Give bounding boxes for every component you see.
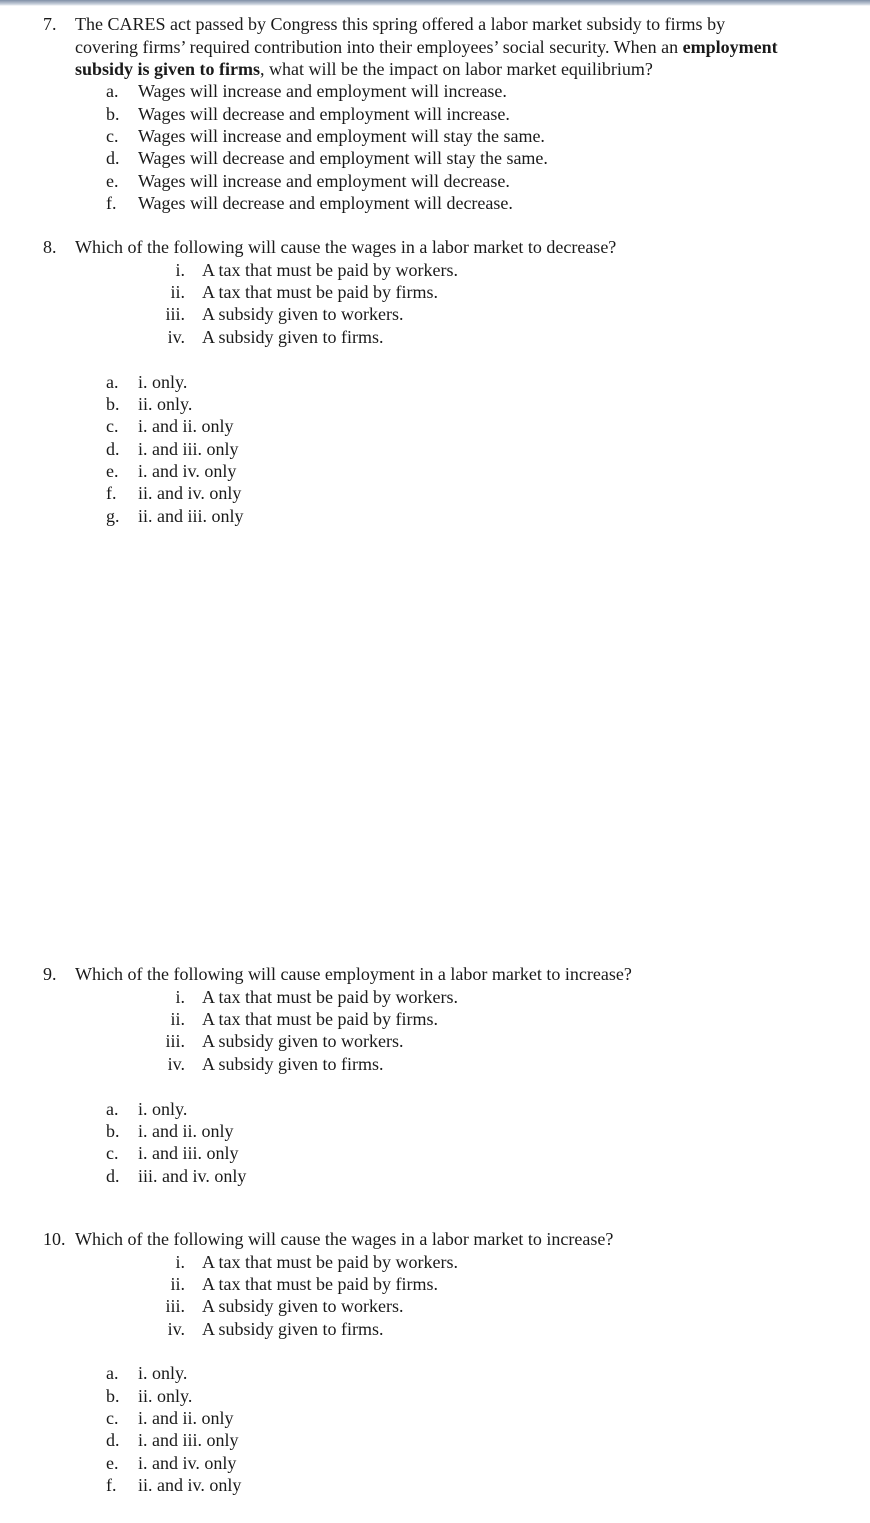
- option-text: Wages will decrease and employment will decrease.: [138, 193, 513, 213]
- option-text: i. and ii. only: [138, 1408, 234, 1428]
- option-letter: b.: [106, 1386, 120, 1406]
- statement-numeral: iii.: [165, 1031, 185, 1051]
- question-number: 7.: [43, 14, 57, 34]
- question-text-line: [75, 36, 778, 58]
- option-letter: a.: [106, 81, 119, 101]
- option-letter: d.: [106, 148, 120, 168]
- option-text: Wages will increase and employment will decrease.: [138, 171, 510, 191]
- option-letter: f.: [106, 193, 117, 213]
- option-letter: e.: [106, 1453, 119, 1473]
- option-text: i. only.: [138, 1099, 188, 1119]
- option-letter: b.: [106, 1121, 120, 1141]
- option-text: i. and iii. only: [138, 439, 239, 459]
- statement-numeral: iii.: [165, 1296, 185, 1316]
- option-letter: c.: [106, 1408, 119, 1428]
- statement-numeral: ii.: [170, 1274, 185, 1294]
- statement-numeral: i.: [175, 987, 185, 1007]
- question-text-emphasis: subsidy is given to firms: [75, 59, 261, 79]
- statement-text: A subsidy given to workers.: [202, 304, 404, 324]
- statement-text: A tax that must be paid by workers.: [202, 987, 458, 1007]
- statement-text: A tax that must be paid by firms.: [202, 1274, 438, 1294]
- statement-numeral: ii.: [170, 1009, 185, 1029]
- option-letter: e.: [106, 171, 119, 191]
- question-number: 8.: [43, 237, 57, 257]
- option-letter: f.: [106, 1475, 117, 1495]
- option-text: i. and ii. only: [138, 1121, 234, 1141]
- option-letter: c.: [106, 416, 119, 436]
- option-text: ii. and iii. only: [138, 506, 244, 526]
- question-number: 10.: [43, 1229, 66, 1249]
- option-text: i. and iv. only: [138, 1453, 237, 1473]
- option-letter: c.: [106, 126, 119, 146]
- question-text-line: The CARES act passed by Congress this spring offered a labor market subsidy to firms by: [75, 14, 726, 34]
- statement-text: A tax that must be paid by firms.: [202, 1009, 438, 1029]
- option-letter: d.: [106, 1166, 120, 1186]
- option-text: iii. and iv. only: [138, 1166, 247, 1186]
- option-letter: b.: [106, 104, 120, 124]
- option-text: i. and iv. only: [138, 461, 237, 481]
- statement-text: A subsidy given to firms.: [202, 1319, 384, 1339]
- question-text: Which of the following will cause employment in a labor market to increase?: [75, 964, 632, 984]
- option-letter: a.: [106, 1099, 119, 1119]
- option-letter: e.: [106, 461, 119, 481]
- question-number: 9.: [43, 964, 57, 984]
- option-text: Wages will decrease and employment will increase.: [138, 104, 510, 124]
- question-text-segment: covering firms’ required contribution into their employees’ social security. When an: [75, 37, 683, 57]
- statement-text: A tax that must be paid by workers.: [202, 260, 458, 280]
- option-letter: d.: [106, 1430, 120, 1450]
- option-text: i. and iii. only: [138, 1430, 239, 1450]
- statement-text: A subsidy given to firms.: [202, 1054, 384, 1074]
- statement-text: A subsidy given to workers.: [202, 1031, 404, 1051]
- option-letter: a.: [106, 1363, 119, 1383]
- statement-numeral: ii.: [170, 282, 185, 302]
- question-text: Which of the following will cause the wages in a labor market to decrease?: [75, 237, 617, 257]
- statement-text: A tax that must be paid by firms.: [202, 282, 438, 302]
- question-text: Which of the following will cause the wages in a labor market to increase?: [75, 1229, 614, 1249]
- statement-numeral: iv.: [167, 1319, 185, 1339]
- statement-text: A subsidy given to firms.: [202, 327, 384, 347]
- option-text: i. only.: [138, 1363, 188, 1383]
- statement-numeral: i.: [175, 1252, 185, 1272]
- option-text: ii. only.: [138, 1386, 193, 1406]
- option-text: ii. and iv. only: [138, 1475, 242, 1495]
- question-text-line: [75, 58, 653, 80]
- option-text: Wages will decrease and employment will stay the same.: [138, 148, 548, 168]
- statement-numeral: iv.: [167, 1054, 185, 1074]
- option-letter: f.: [106, 483, 117, 503]
- statement-numeral: iv.: [167, 327, 185, 347]
- option-text: i. and iii. only: [138, 1143, 239, 1163]
- statement-numeral: iii.: [165, 304, 185, 324]
- option-text: i. only.: [138, 372, 188, 392]
- statement-numeral: i.: [175, 260, 185, 280]
- question-text-segment: , what will be the impact on labor market equilibrium?: [260, 59, 653, 79]
- option-letter: c.: [106, 1143, 119, 1163]
- option-text: ii. and iv. only: [138, 483, 242, 503]
- option-text: i. and ii. only: [138, 416, 234, 436]
- option-letter: b.: [106, 394, 120, 414]
- statement-text: A subsidy given to workers.: [202, 1296, 404, 1316]
- option-letter: g.: [106, 506, 120, 526]
- question-text-emphasis: employment: [682, 37, 778, 57]
- option-text: Wages will increase and employment will stay the same.: [138, 126, 545, 146]
- option-letter: d.: [106, 439, 120, 459]
- option-letter: a.: [106, 372, 119, 392]
- statement-text: A tax that must be paid by workers.: [202, 1252, 458, 1272]
- option-text: Wages will increase and employment will increase.: [138, 81, 507, 101]
- option-text: ii. only.: [138, 394, 193, 414]
